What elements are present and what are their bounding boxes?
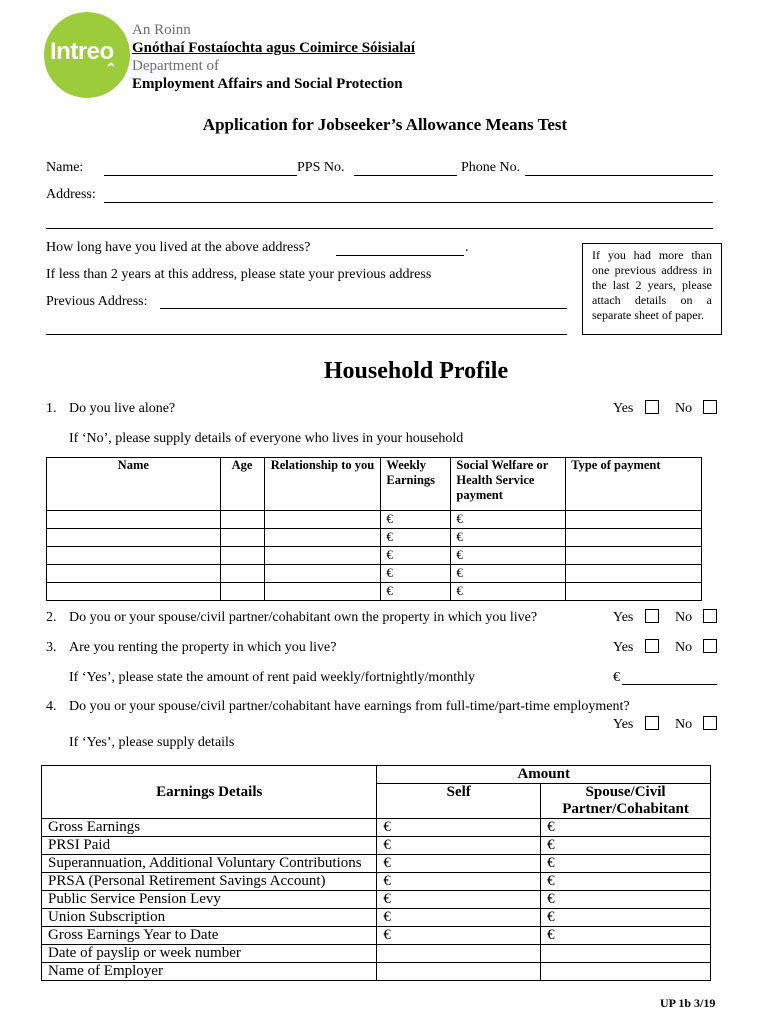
name-cell[interactable] <box>47 565 221 583</box>
earnings-table <box>41 765 711 981</box>
weekly-cell[interactable]: € <box>381 565 451 583</box>
weekly-cell[interactable]: € <box>381 529 451 547</box>
name-field[interactable] <box>104 159 297 176</box>
how-long-period: . <box>465 240 469 255</box>
table-row <box>42 891 711 909</box>
dept-line-2: Gnóthaí Fostaíochta agus Coimirce Sóisialaí <box>132 40 416 56</box>
address-label: Address: <box>46 187 96 202</box>
q3-text: Are you renting the property in which you live? <box>69 640 337 655</box>
phone-label: Phone No. <box>461 160 521 175</box>
name-cell[interactable] <box>47 583 221 601</box>
q4-yes-label: Yes <box>613 717 634 732</box>
table-row <box>47 511 702 529</box>
header-age: Age <box>220 458 264 511</box>
self-amount-cell[interactable]: € <box>377 855 541 873</box>
household-header-row <box>47 458 702 511</box>
logo-text: Intreo <box>50 38 114 65</box>
earnings-row-label: PRSA (Personal Retirement Savings Account) <box>42 873 377 891</box>
age-cell[interactable] <box>220 529 264 547</box>
welfare-cell[interactable]: € <box>451 547 566 565</box>
weekly-cell[interactable]: € <box>381 547 451 565</box>
weekly-cell[interactable]: € <box>381 583 451 601</box>
name-cell[interactable] <box>47 511 221 529</box>
q2-number: 2. <box>46 610 57 625</box>
self-amount-cell[interactable]: € <box>377 873 541 891</box>
self-amount-cell[interactable]: € <box>377 909 541 927</box>
type-cell[interactable] <box>566 565 702 583</box>
q2-no-label: No <box>675 610 693 625</box>
age-cell[interactable] <box>220 565 264 583</box>
type-cell[interactable] <box>566 547 702 565</box>
previous-address-field-line-1[interactable] <box>160 292 567 309</box>
self-amount-cell[interactable]: € <box>377 837 541 855</box>
name-label: Name: <box>46 160 84 175</box>
table-row <box>42 927 711 945</box>
dept-line-1: An Roinn <box>132 22 191 38</box>
spouse-amount-cell[interactable]: € <box>541 909 711 927</box>
name-cell[interactable] <box>47 547 221 565</box>
q1-yes-label: Yes <box>613 401 634 416</box>
relationship-cell[interactable] <box>264 565 381 583</box>
self-amount-cell[interactable] <box>377 963 541 981</box>
q4-followup: If ‘Yes’, please supply details <box>69 735 235 750</box>
header-type: Type of payment <box>566 458 702 511</box>
q1-no-label: No <box>675 401 693 416</box>
q1-number: 1. <box>46 401 57 416</box>
form-code: UP 1b 3/19 <box>660 996 716 1010</box>
header-welfare: Social Welfare or Health Service payment <box>451 458 566 511</box>
relationship-cell[interactable] <box>264 583 381 601</box>
earnings-row-label: Superannuation, Additional Voluntary Contributions <box>42 855 377 873</box>
table-row <box>47 565 702 583</box>
spouse-amount-cell[interactable] <box>541 963 711 981</box>
earnings-row-label: Union Subscription <box>42 909 377 927</box>
dept-line-4: Employment Affairs and Social Protection <box>132 76 403 92</box>
table-row <box>42 909 711 927</box>
form-title: Application for Jobseeker’s Allowance Means Test <box>202 115 568 134</box>
q3-yes-checkbox[interactable] <box>645 639 659 653</box>
age-cell[interactable] <box>220 583 264 601</box>
table-row <box>42 873 711 891</box>
table-row <box>47 529 702 547</box>
q1-followup: If ‘No’, please supply details of everyone who lives in your household <box>69 431 464 446</box>
welfare-cell[interactable]: € <box>451 565 566 583</box>
self-header: Self <box>377 784 541 819</box>
spouse-amount-cell[interactable]: € <box>541 855 711 873</box>
q3-no-checkbox[interactable] <box>703 639 717 653</box>
spouse-header: Spouse/Civil Partner/Cohabitant <box>541 784 711 819</box>
logo-chevron-icon: ⌃ <box>105 60 117 76</box>
header-relationship: Relationship to you <box>264 458 381 511</box>
earnings-row-label: Gross Earnings <box>42 819 377 837</box>
table-row <box>47 547 702 565</box>
earnings-row-label: Gross Earnings Year to Date <box>42 927 377 945</box>
table-row <box>47 583 702 601</box>
earnings-row-label: Date of payslip or week number <box>42 945 377 963</box>
phone-field[interactable] <box>525 159 713 176</box>
self-amount-cell[interactable]: € <box>377 819 541 837</box>
weekly-cell[interactable]: € <box>381 511 451 529</box>
spouse-amount-cell[interactable]: € <box>541 819 711 837</box>
q4-yes-checkbox[interactable] <box>645 716 659 730</box>
spouse-amount-cell[interactable]: € <box>541 873 711 891</box>
address-field-line-1[interactable] <box>104 186 713 203</box>
relationship-cell[interactable] <box>264 529 381 547</box>
self-amount-cell[interactable]: € <box>377 891 541 909</box>
previous-address-note: If you had more than one previous address in the last 2 years, please attach details on a separate sheet of paper. <box>582 243 722 335</box>
spouse-amount-cell[interactable]: € <box>541 927 711 945</box>
type-cell[interactable] <box>566 529 702 547</box>
table-row <box>42 945 711 963</box>
amount-header: Amount <box>377 766 711 784</box>
if-less-label: If less than 2 years at this address, please state your previous address <box>46 267 432 282</box>
q1-text: Do you live alone? <box>69 401 176 416</box>
table-row <box>42 819 711 837</box>
age-cell[interactable] <box>220 511 264 529</box>
pps-label: PPS No. <box>297 160 345 175</box>
relationship-cell[interactable] <box>264 547 381 565</box>
rent-amount-field[interactable] <box>622 668 717 685</box>
previous-address-field-line-2[interactable] <box>46 318 567 335</box>
q2-no-checkbox[interactable] <box>703 609 717 623</box>
table-row <box>42 855 711 873</box>
type-cell[interactable] <box>566 511 702 529</box>
q4-no-checkbox[interactable] <box>703 716 717 730</box>
self-amount-cell[interactable] <box>377 945 541 963</box>
address-field-line-2[interactable] <box>46 212 713 229</box>
age-cell[interactable] <box>220 547 264 565</box>
q4-number: 4. <box>46 699 57 714</box>
header-name: Name <box>47 458 221 511</box>
relationship-cell[interactable] <box>264 511 381 529</box>
q3-yes-label: Yes <box>613 640 634 655</box>
how-long-field[interactable] <box>336 239 464 256</box>
previous-address-label: Previous Address: <box>46 294 148 309</box>
rent-currency: € <box>613 670 620 685</box>
q3-followup: If ‘Yes’, please state the amount of rent paid weekly/fortnightly/monthly <box>69 670 476 685</box>
welfare-cell[interactable]: € <box>451 511 566 529</box>
q3-no-label: No <box>675 640 693 655</box>
type-cell[interactable] <box>566 583 702 601</box>
self-amount-cell[interactable]: € <box>377 927 541 945</box>
welfare-cell[interactable]: € <box>451 583 566 601</box>
q2-yes-label: Yes <box>613 610 634 625</box>
earnings-details-header: Earnings Details <box>42 766 377 819</box>
header-weekly: Weekly Earnings <box>381 458 451 511</box>
q3-number: 3. <box>46 640 57 655</box>
section-title: Household Profile <box>323 358 509 384</box>
q2-text: Do you or your spouse/civil partner/cohabitant own the property in which you live? <box>69 610 538 625</box>
table-row <box>42 837 711 855</box>
how-long-label: How long have you lived at the above address? <box>46 240 311 255</box>
q2-yes-checkbox[interactable] <box>645 609 659 623</box>
dept-line-3: Department of <box>132 58 220 74</box>
name-cell[interactable] <box>47 529 221 547</box>
table-row <box>42 963 711 981</box>
q4-text: Do you or your spouse/civil partner/cohabitant have earnings from full-time/part-time employment? <box>69 699 630 714</box>
q4-no-label: No <box>675 717 693 732</box>
earnings-row-label: Public Service Pension Levy <box>42 891 377 909</box>
q1-yes-checkbox[interactable] <box>645 400 659 414</box>
spouse-amount-cell[interactable]: € <box>541 837 711 855</box>
household-table <box>46 457 702 601</box>
earnings-row-label: PRSI Paid <box>42 837 377 855</box>
spouse-amount-cell[interactable] <box>541 945 711 963</box>
welfare-cell[interactable]: € <box>451 529 566 547</box>
pps-field[interactable] <box>354 159 457 176</box>
earnings-row-label: Name of Employer <box>42 963 377 981</box>
spouse-amount-cell[interactable]: € <box>541 891 711 909</box>
q1-no-checkbox[interactable] <box>703 400 717 414</box>
